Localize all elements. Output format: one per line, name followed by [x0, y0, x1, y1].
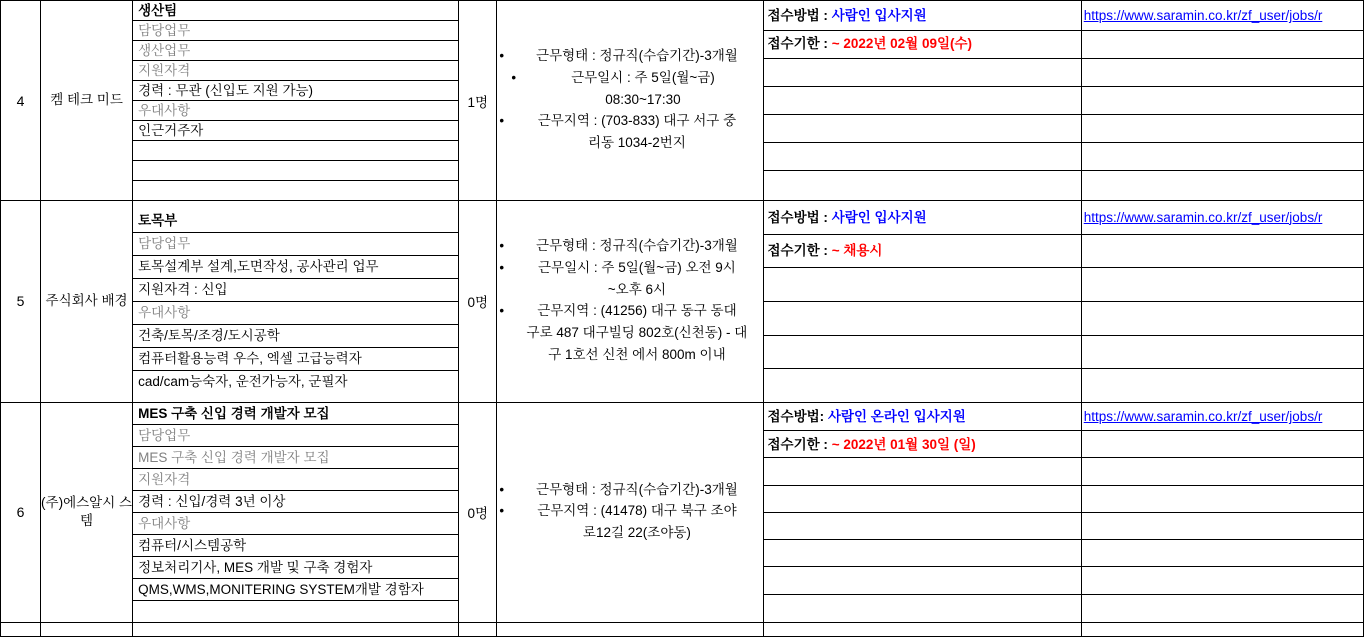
job-detail-line [133, 161, 458, 181]
work-condition-item [499, 111, 762, 132]
work-condition-item [511, 133, 762, 154]
job-detail-line: 생산팀 [133, 1, 458, 21]
empty-cell [1082, 369, 1363, 402]
empty-cell [1082, 335, 1363, 369]
application-info-line [764, 431, 1081, 458]
empty-cell [1082, 30, 1363, 58]
hiring-count: 1명 [459, 1, 497, 201]
work-condition-text: 근무형태 : 정규직(수습기간)-3개월 [536, 481, 738, 497]
job-detail-line: 지원자격 [133, 61, 458, 81]
job-detail-line: 경력 : 무관 (신입도 지원 가능) [133, 81, 458, 101]
empty-cell [1082, 58, 1363, 86]
empty-cell [1082, 268, 1363, 302]
bullet-icon: • [499, 303, 505, 319]
job-detail-line: 지원자격 : 신입 [133, 278, 458, 301]
application-info-line [764, 58, 1081, 86]
empty-cell [1082, 485, 1363, 512]
job-link-cell[interactable] [1081, 1, 1363, 201]
empty-cell [1082, 86, 1363, 114]
job-link-cell[interactable] [1081, 201, 1363, 403]
job-detail-line: 토목설계부 설계,도면작성, 공사관리 업무 [133, 255, 458, 278]
job-detail-line: 컴퓨터/시스템공학 [133, 534, 458, 556]
bullet-icon: • [499, 481, 505, 497]
job-detail-cell [133, 201, 459, 403]
application-info-label: 접수방법: [767, 409, 828, 425]
application-info-label: 접수기한 : [767, 436, 832, 452]
application-info-cell [763, 1, 1081, 201]
work-condition-item [511, 345, 762, 366]
job-detail-line: 우대사항 [133, 301, 458, 324]
work-condition-text: 근무지역 : (41478) 대구 북구 조야 [537, 503, 737, 519]
job-detail-line [133, 141, 458, 161]
application-info-line [764, 594, 1081, 621]
company-name: (주)에스알시 스템 [41, 402, 133, 622]
work-condition-text: 근무일시 : 주 5일(월~금) 오전 9시 [537, 259, 736, 275]
job-detail-line: MES 구축 신입 경력 개발자 모집 [133, 446, 458, 468]
empty-cell [1, 622, 41, 636]
table-row [1, 622, 1364, 636]
application-info-line [764, 567, 1081, 594]
work-condition-item [499, 301, 762, 322]
job-detail-cell [133, 402, 459, 622]
work-condition-text: 리동 1034-2번지 [587, 135, 686, 151]
empty-cell [459, 622, 497, 636]
row-number: 5 [1, 201, 41, 403]
work-conditions-cell [497, 201, 763, 403]
empty-cell [1082, 458, 1363, 485]
job-detail-line: 정보처리기사, MES 개발 및 구축 경험자 [133, 556, 458, 578]
empty-cell [763, 622, 1081, 636]
bullet-icon: • [511, 69, 517, 85]
company-name: 켐 테크 미드 [41, 1, 133, 201]
job-detail-cell [133, 1, 459, 201]
work-condition-text: 근무지역 : (703-833) 대구 서구 중 [537, 113, 737, 129]
application-info-line [764, 268, 1081, 302]
job-detail-line [133, 600, 458, 622]
work-condition-text: 로12길 22(조야동) [582, 525, 691, 541]
work-condition-item [511, 523, 762, 544]
bullet-icon: • [499, 47, 505, 63]
application-info-line [764, 86, 1081, 114]
row-number: 6 [1, 402, 41, 622]
work-conditions-cell [497, 402, 763, 622]
empty-cell [1082, 234, 1363, 268]
work-condition-item [499, 501, 762, 522]
hiring-count: 0명 [459, 201, 497, 403]
job-detail-line: 인근거주자 [133, 121, 458, 141]
table-row [1, 201, 1364, 403]
empty-cell [1082, 115, 1363, 143]
application-info-value: 사람인 입사지원 [831, 8, 927, 24]
table-row [1, 1, 1364, 201]
work-condition-text: 구로 487 대구빌딩 802호(신천동) - 대 [526, 325, 748, 341]
empty-cell [1082, 431, 1363, 458]
job-detail-line: 담당업무 [133, 424, 458, 446]
empty-cell [497, 622, 763, 636]
work-condition-text: 근무일시 : 주 5일(월~금) [571, 69, 715, 85]
job-detail-line: 지원자격 [133, 468, 458, 490]
empty-cell [1082, 143, 1363, 171]
job-posting-link[interactable]: https://www.saramin.co.kr/zf_user/jobs/r [1082, 3, 1363, 31]
application-info-line [764, 171, 1081, 199]
application-info-line [764, 335, 1081, 369]
job-detail-line: 건축/토목/조경/도시공학 [133, 324, 458, 347]
empty-cell [1082, 540, 1363, 567]
row-number: 4 [1, 1, 41, 201]
job-posting-link[interactable]: https://www.saramin.co.kr/zf_user/jobs/r [1082, 201, 1363, 234]
bullet-icon: • [499, 237, 505, 253]
job-detail-line: MES 구축 신입 경력 개발자 모집 [133, 403, 458, 425]
work-condition-item [511, 323, 762, 344]
empty-cell [1082, 567, 1363, 594]
work-condition-item [499, 480, 762, 501]
application-info-cell [763, 201, 1081, 403]
job-posting-link[interactable]: https://www.saramin.co.kr/zf_user/jobs/r [1082, 404, 1363, 431]
work-condition-item [499, 236, 762, 257]
application-info-line [764, 404, 1081, 431]
empty-cell [1082, 594, 1363, 621]
work-condition-text: 08:30~17:30 [605, 91, 681, 107]
job-detail-line: cad/cam능숙자, 운전가능자, 군필자 [133, 370, 458, 393]
job-detail-line: 생산업무 [133, 41, 458, 61]
application-info-label: 접수기한 : [767, 243, 832, 259]
empty-cell [1082, 171, 1363, 199]
job-detail-line: 우대사항 [133, 512, 458, 534]
application-info-label: 접수방법 : [767, 209, 832, 225]
application-info-line [764, 540, 1081, 567]
company-name: 주식회사 배경 [41, 201, 133, 403]
application-info-line [764, 369, 1081, 402]
work-condition-text: 구 1호선 신천 에서 800m 이내 [548, 347, 726, 363]
application-info-line [764, 30, 1081, 58]
job-detail-line: 담당업무 [133, 21, 458, 41]
work-condition-text: 근무지역 : (41256) 대구 동구 동대 [537, 303, 737, 319]
work-condition-text: 근무형태 : 정규직(수습기간)-3개월 [536, 237, 738, 253]
hiring-count: 0명 [459, 402, 497, 622]
application-info-value: 사람인 입사지원 [831, 209, 927, 225]
job-detail-line: 토목부 [133, 210, 458, 233]
empty-cell [41, 622, 133, 636]
empty-cell [1082, 512, 1363, 539]
application-info-line [764, 234, 1081, 268]
application-info-line [764, 3, 1081, 31]
table-row [1, 402, 1364, 622]
application-info-label: 접수기한 : [767, 36, 832, 52]
application-info-label: 접수방법 : [767, 8, 832, 24]
job-detail-line: QMS,WMS,MONITERING SYSTEM개발 경함자 [133, 578, 458, 600]
work-condition-item [499, 258, 762, 279]
application-info-value: 사람인 온라인 입사지원 [827, 409, 966, 425]
application-info-cell [763, 402, 1081, 622]
job-detail-line: 컴퓨터활용능력 우수, 엑셀 고급능력자 [133, 347, 458, 370]
work-condition-text: ~오후 6시 [607, 281, 667, 297]
work-condition-text: 근무형태 : 정규직(수습기간)-3개월 [536, 47, 738, 63]
application-info-value: ~ 2022년 01월 30일 (일) [831, 436, 976, 452]
work-condition-item [511, 68, 762, 89]
application-info-line [764, 458, 1081, 485]
job-detail-line: 담당업무 [133, 232, 458, 255]
job-detail-line [133, 181, 458, 201]
application-info-line [764, 512, 1081, 539]
application-info-line [764, 485, 1081, 512]
empty-cell [1082, 301, 1363, 335]
bullet-icon: • [499, 259, 505, 275]
empty-cell [133, 622, 459, 636]
application-info-line [764, 115, 1081, 143]
application-info-line [764, 201, 1081, 234]
job-link-cell[interactable] [1081, 402, 1363, 622]
bullet-icon: • [499, 113, 505, 129]
application-info-line [764, 301, 1081, 335]
application-info-line [764, 143, 1081, 171]
empty-cell [1081, 622, 1363, 636]
job-detail-line: 경력 : 신입/경력 3년 이상 [133, 490, 458, 512]
job-detail-line: 우대사항 [133, 101, 458, 121]
work-condition-item [499, 46, 762, 67]
work-condition-item [511, 280, 762, 301]
bullet-icon: • [499, 503, 505, 519]
application-info-value: ~ 채용시 [831, 243, 883, 259]
work-condition-item [523, 90, 762, 111]
work-conditions-cell [497, 1, 763, 201]
application-info-value: ~ 2022년 02월 09일(수) [831, 36, 973, 52]
